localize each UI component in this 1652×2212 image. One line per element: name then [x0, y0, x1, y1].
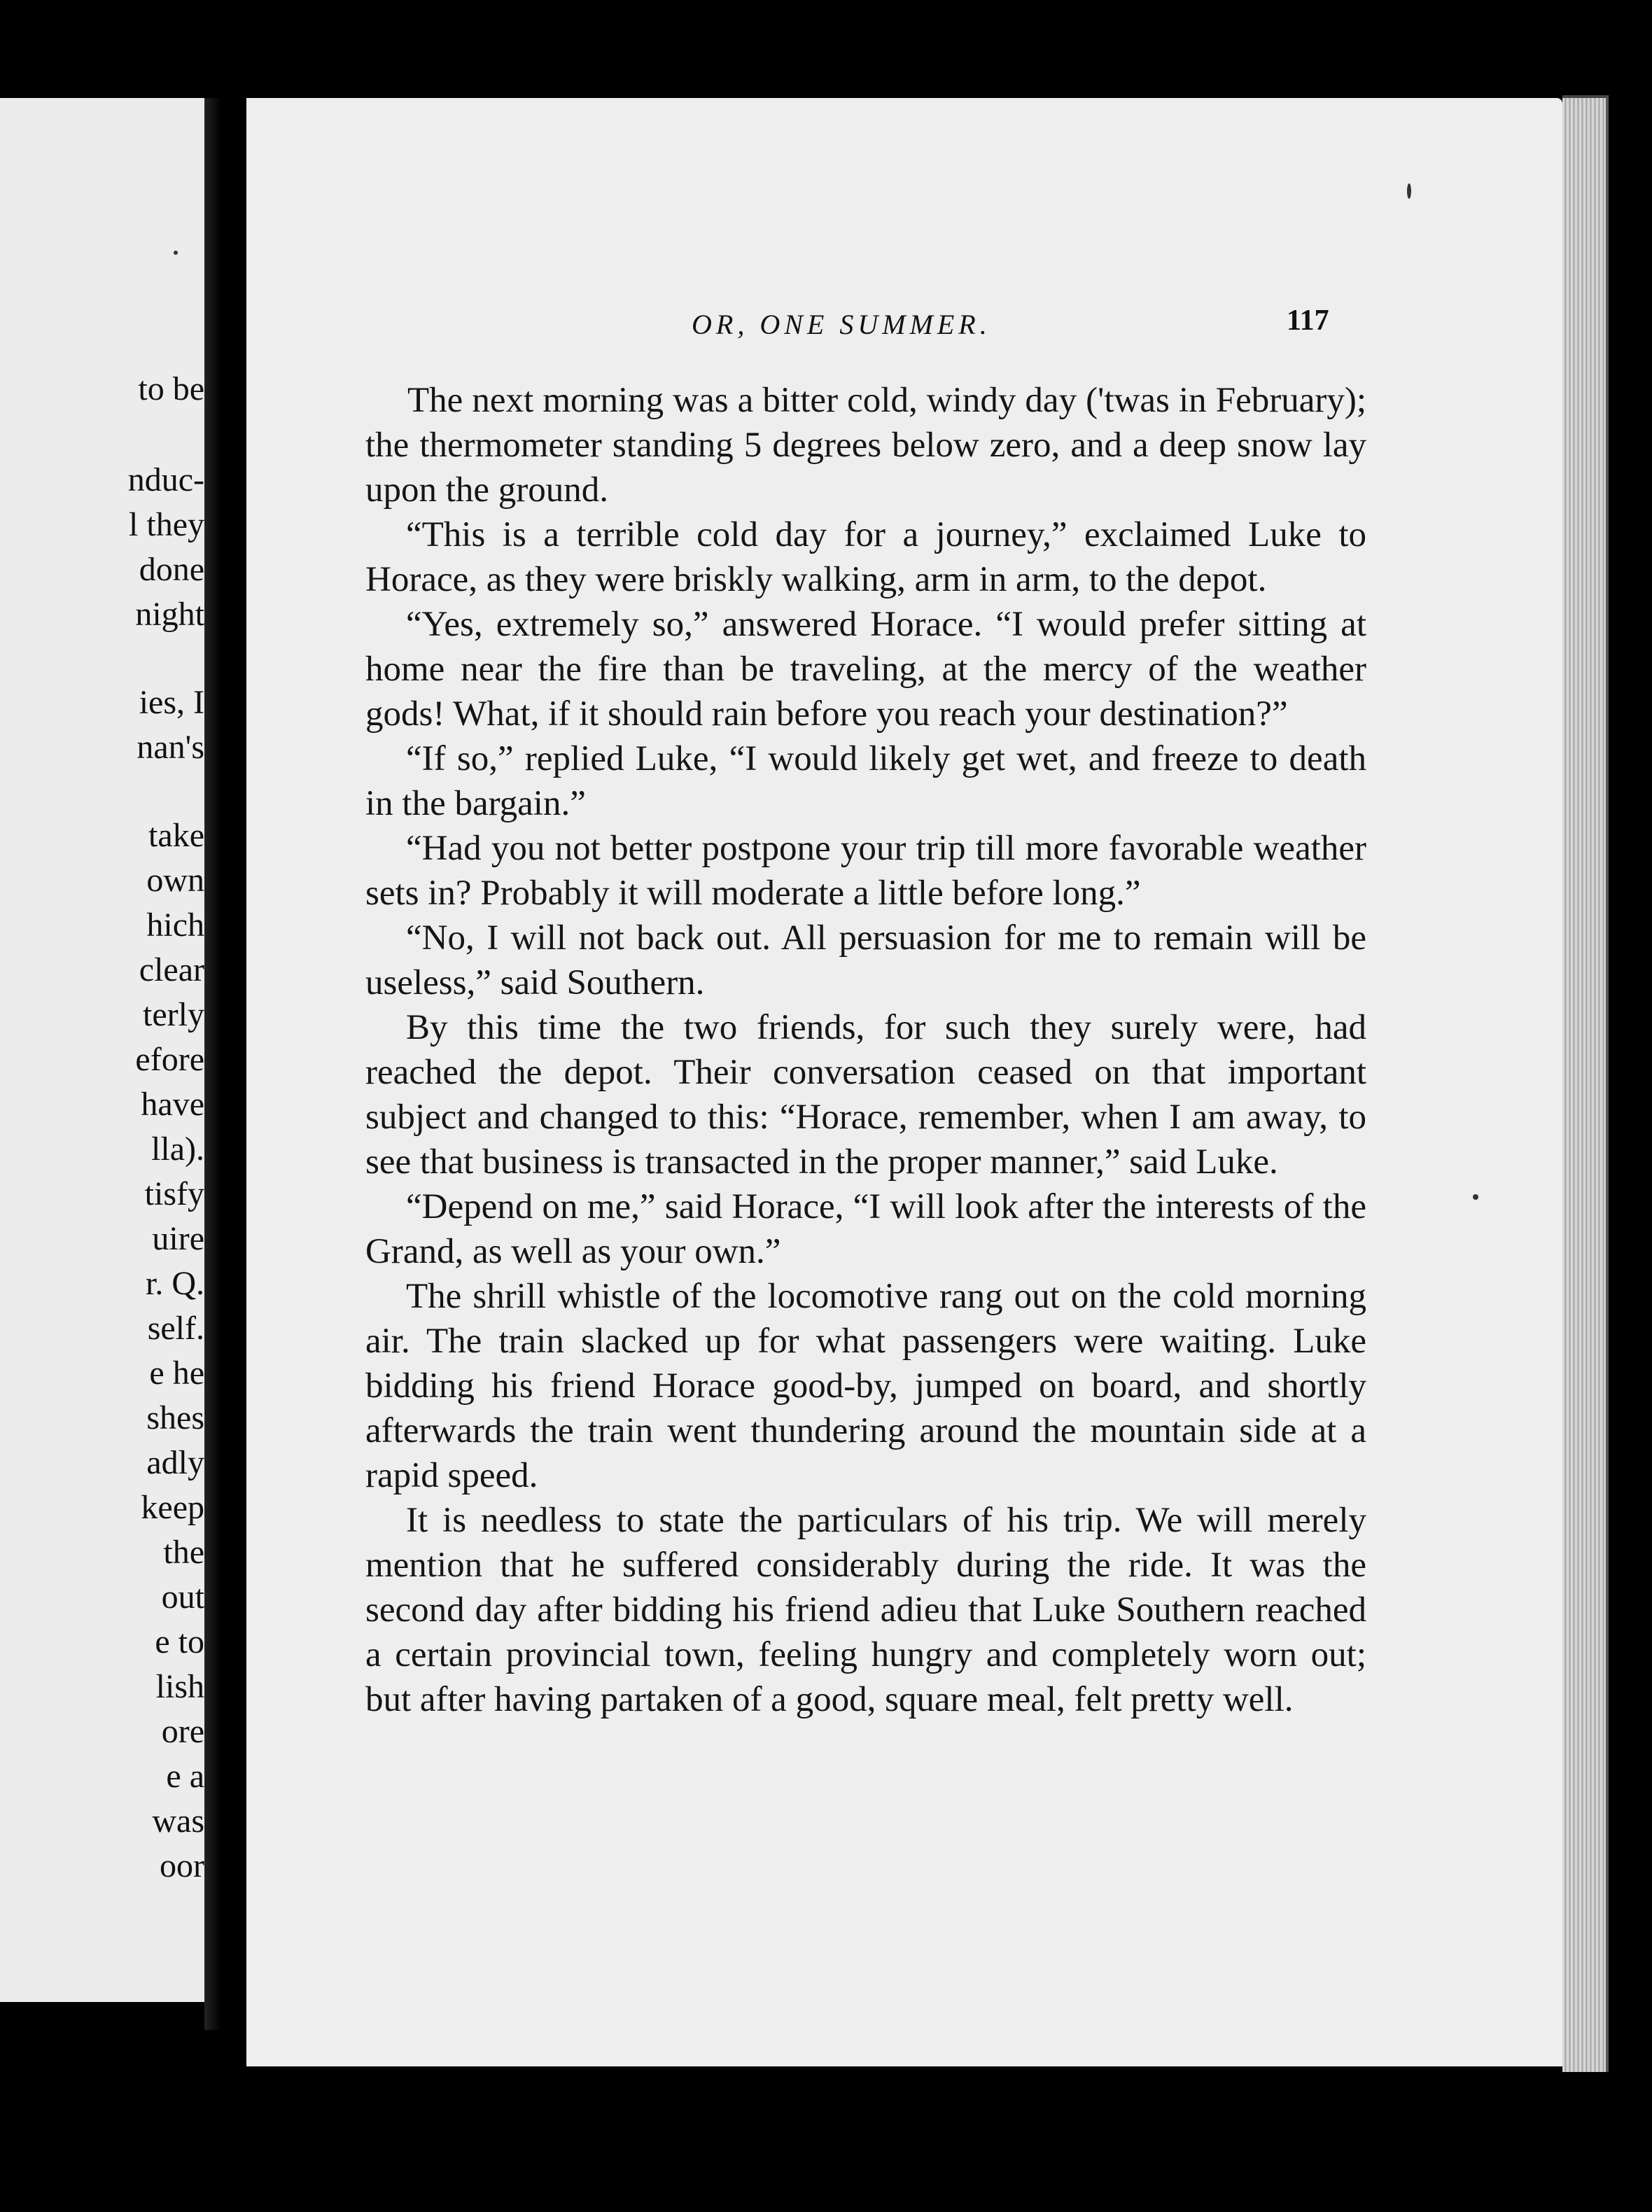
prev-page-line: clear [139, 951, 204, 988]
prev-page-line: have [141, 1086, 204, 1123]
scan-speck [1473, 1194, 1478, 1200]
prev-page-line: hich [146, 906, 204, 944]
paragraph: “If so,” replied Luke, “I would likely get wet, and freeze to death in the bargain.” [365, 739, 1366, 823]
body-text [365, 378, 1366, 1722]
prev-page-line: out [161, 1578, 204, 1616]
prev-page-line: the [163, 1534, 204, 1571]
paragraph: “Yes, extremely so,” answered Horace. “I would prefer sitting at home near the fire than be traveling, at the mercy of the weather gods! What, if it should rain before you reach your destination?” [365, 605, 1366, 734]
prev-page-line: e he [149, 1354, 204, 1392]
prev-page-line: own [146, 862, 204, 899]
page-number: 117 [1287, 304, 1329, 337]
prev-page-line: uire [152, 1220, 204, 1257]
prev-page-line: terly [143, 996, 204, 1033]
prev-page-line: night [135, 596, 204, 633]
prev-page-line: r. Q. [146, 1265, 204, 1302]
prev-page-line: e to [155, 1623, 204, 1660]
paragraph: It is needless to state the particulars of his trip. We will merely mention that he suffered considerably during the ride. It was the second day after bidding his friend adieu that Luke Southern reached a certain provincial town, feeling hungry and completely worn out; but after having partaken of a good, square meal, felt pretty well. [365, 1501, 1366, 1719]
prev-page-line: nduc- [127, 461, 204, 498]
book-gutter [204, 98, 246, 2030]
prev-page-line: was [152, 1802, 204, 1840]
scan-speck [174, 251, 178, 255]
scan-speck [1407, 183, 1411, 199]
page-edges [1562, 95, 1609, 2072]
running-head: OR, ONE SUMMER. [692, 309, 991, 340]
prev-page-line: e a [166, 1758, 204, 1795]
prev-page-line: self. [147, 1310, 204, 1347]
paragraph: “This is a terrible cold day for a journey,” exclaimed Luke to Horace, as they were briskly walking, arm in arm, to the depot. [365, 515, 1366, 599]
prev-page-line: keep [141, 1489, 204, 1526]
prev-page-line: done [139, 551, 204, 588]
previous-page-fragment [0, 98, 204, 2002]
prev-page-line: take [148, 817, 204, 854]
prev-page-line: lish [155, 1668, 204, 1705]
paragraph: The shrill whistle of the locomotive rang out on the cold morning air. The train slacked up for what passengers were waiting. Luke bidding his friend Horace good-by, jumped on board, and shortly afterwards the train went thundering around the mountain side at a rapid speed. [365, 1277, 1366, 1495]
prev-page-line: oor [160, 1847, 204, 1884]
paragraph: “Depend on me,” said Horace, “I will look after the interests of the Grand, as well as your own.” [365, 1187, 1366, 1271]
paragraph: By this time the two friends, for such they surely were, had reached the depot. Their conversation ceased on that important subject and changed to this: “Horace, remember, when I am away, to see that business is transacted in the proper manner,” said Luke. [365, 1008, 1366, 1182]
prev-page-line: ies, I [139, 684, 204, 721]
paragraph: The next morning was a bitter cold, windy day ('twas in February); the thermometer standing 5 degrees below zero, and a deep snow lay upon the ground. [365, 381, 1366, 510]
prev-page-line: nan's [136, 729, 204, 766]
prev-page-line: tisfy [144, 1175, 204, 1212]
prev-page-line: to be [138, 370, 204, 407]
paragraph: “No, I will not back out. All persuasion for me to remain will be useless,” said Southern. [365, 918, 1366, 1002]
prev-page-line: ore [161, 1713, 204, 1750]
prev-page-line: adly [146, 1444, 204, 1481]
prev-page-line: l they [129, 506, 204, 543]
prev-page-line: efore [135, 1041, 204, 1078]
prev-page-line: shes [146, 1399, 204, 1436]
paragraph: “Had you not better postpone your trip till more favorable weather sets in? Probably it will moderate a little before long.” [365, 829, 1366, 913]
prev-page-line: lla). [151, 1130, 204, 1168]
